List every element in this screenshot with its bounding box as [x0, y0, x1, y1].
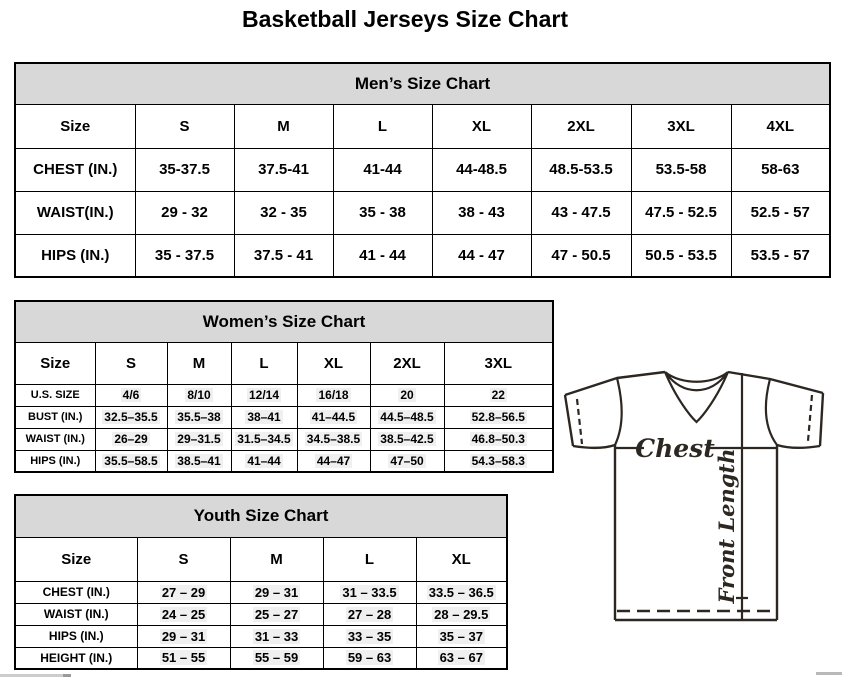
column-header: M: [167, 342, 231, 384]
scrollbar-fragment-right: [816, 672, 842, 675]
table-cell: 38.5–41: [167, 450, 231, 472]
row-label: HIPS (IN.): [15, 234, 135, 277]
column-header: Size: [15, 104, 135, 148]
table-cell: 12/14: [231, 384, 297, 406]
row-label: WAIST(IN.): [15, 191, 135, 234]
column-header: XL: [416, 537, 507, 581]
table-cell: 33 – 35: [323, 625, 416, 647]
table-cell: 25 – 27: [230, 603, 323, 625]
column-header: XL: [432, 104, 531, 148]
table-cell: 35.5–58.5: [95, 450, 167, 472]
table-cell: 29–31.5: [167, 428, 231, 450]
column-header: 4XL: [731, 104, 830, 148]
table-cell: 4/6: [95, 384, 167, 406]
table-cell: 59 – 63: [323, 647, 416, 669]
table-cell: 47–50: [370, 450, 444, 472]
table-cell: 32 - 35: [234, 191, 333, 234]
table-cell: 31 – 33: [230, 625, 323, 647]
scrollbar-fragment-left: [0, 674, 63, 677]
column-header: 3XL: [631, 104, 731, 148]
column-header: M: [230, 537, 323, 581]
mens-table-title: Men’s Size Chart: [15, 63, 830, 104]
table-cell: 54.3–58.3: [444, 450, 553, 472]
table-cell: 53.5-58: [631, 148, 731, 191]
table-cell: 48.5-53.5: [531, 148, 631, 191]
table-cell: 52.5 - 57: [731, 191, 830, 234]
jersey-measurement-diagram: [560, 360, 843, 630]
table-cell: 38.5–42.5: [370, 428, 444, 450]
table-cell: 47.5 - 52.5: [631, 191, 731, 234]
table-cell: 29 - 32: [135, 191, 234, 234]
table-cell: 58-63: [731, 148, 830, 191]
table-cell: 41 - 44: [333, 234, 432, 277]
table-cell: 16/18: [297, 384, 370, 406]
column-header: M: [234, 104, 333, 148]
column-header: L: [231, 342, 297, 384]
table-cell: 20: [370, 384, 444, 406]
jersey-outline: [565, 372, 823, 620]
row-label: CHEST (IN.): [15, 581, 137, 603]
table-cell: 22: [444, 384, 553, 406]
table-cell: 35 - 38: [333, 191, 432, 234]
table-cell: 63 – 67: [416, 647, 507, 669]
table-cell: 53.5 - 57: [731, 234, 830, 277]
womens-size-chart-table: [14, 300, 554, 473]
table-cell: 37.5-41: [234, 148, 333, 191]
youth-size-chart-table: [14, 494, 508, 670]
row-label: HEIGHT (IN.): [15, 647, 137, 669]
jersey-collar: [665, 372, 728, 422]
table-cell: 27 – 28: [323, 603, 416, 625]
table-cell: 33.5 – 36.5: [416, 581, 507, 603]
table-cell: 52.8–56.5: [444, 406, 553, 428]
table-cell: 41-44: [333, 148, 432, 191]
table-cell: 46.8–50.3: [444, 428, 553, 450]
table-cell: 32.5–35.5: [95, 406, 167, 428]
table-cell: 47 - 50.5: [531, 234, 631, 277]
column-header: XL: [297, 342, 370, 384]
table-cell: 38–41: [231, 406, 297, 428]
column-header: S: [135, 104, 234, 148]
table-cell: 55 – 59: [230, 647, 323, 669]
page-title: Basketball Jerseys Size Chart: [241, 6, 568, 32]
table-cell: 29 – 31: [230, 581, 323, 603]
table-cell: 35-37.5: [135, 148, 234, 191]
table-cell: 31 – 33.5: [323, 581, 416, 603]
column-header: L: [333, 104, 432, 148]
table-cell: 44 - 47: [432, 234, 531, 277]
column-header: 3XL: [444, 342, 553, 384]
table-cell: 27 – 29: [137, 581, 230, 603]
table-cell: 44-48.5: [432, 148, 531, 191]
table-cell: 35 – 37: [416, 625, 507, 647]
row-label: HIPS (IN.): [15, 625, 137, 647]
chest-label: Chest: [635, 434, 715, 463]
table-cell: 43 - 47.5: [531, 191, 631, 234]
row-label: U.S. SIZE: [15, 384, 95, 406]
table-cell: 26–29: [95, 428, 167, 450]
row-label: BUST (IN.): [15, 406, 95, 428]
column-header: 2XL: [531, 104, 631, 148]
table-cell: 51 – 55: [137, 647, 230, 669]
table-cell: 31.5–34.5: [231, 428, 297, 450]
front-length-label: Front Length: [714, 448, 739, 604]
column-header: S: [137, 537, 230, 581]
table-cell: 34.5–38.5: [297, 428, 370, 450]
table-cell: 28 – 29.5: [416, 603, 507, 625]
column-header: L: [323, 537, 416, 581]
youth-table-title: Youth Size Chart: [15, 495, 507, 537]
table-cell: 24 – 25: [137, 603, 230, 625]
table-cell: 41–44.5: [297, 406, 370, 428]
table-cell: 38 - 43: [432, 191, 531, 234]
column-header: 2XL: [370, 342, 444, 384]
column-header: Size: [15, 537, 137, 581]
table-cell: 8/10: [167, 384, 231, 406]
table-cell: 50.5 - 53.5: [631, 234, 731, 277]
table-cell: 41–44: [231, 450, 297, 472]
row-label: WAIST (IN.): [15, 428, 95, 450]
table-cell: 44.5–48.5: [370, 406, 444, 428]
row-label: HIPS (IN.): [15, 450, 95, 472]
table-cell: 29 – 31: [137, 625, 230, 647]
column-header: S: [95, 342, 167, 384]
row-label: WAIST (IN.): [15, 603, 137, 625]
womens-table-title: Women’s Size Chart: [15, 301, 553, 342]
table-cell: 35 - 37.5: [135, 234, 234, 277]
scrollbar-fragment-left-end: [63, 674, 71, 677]
row-label: CHEST (IN.): [15, 148, 135, 191]
table-cell: 44–47: [297, 450, 370, 472]
column-header: Size: [15, 342, 95, 384]
table-cell: 35.5–38: [167, 406, 231, 428]
table-cell: 37.5 - 41: [234, 234, 333, 277]
mens-size-chart-table: [14, 62, 831, 278]
